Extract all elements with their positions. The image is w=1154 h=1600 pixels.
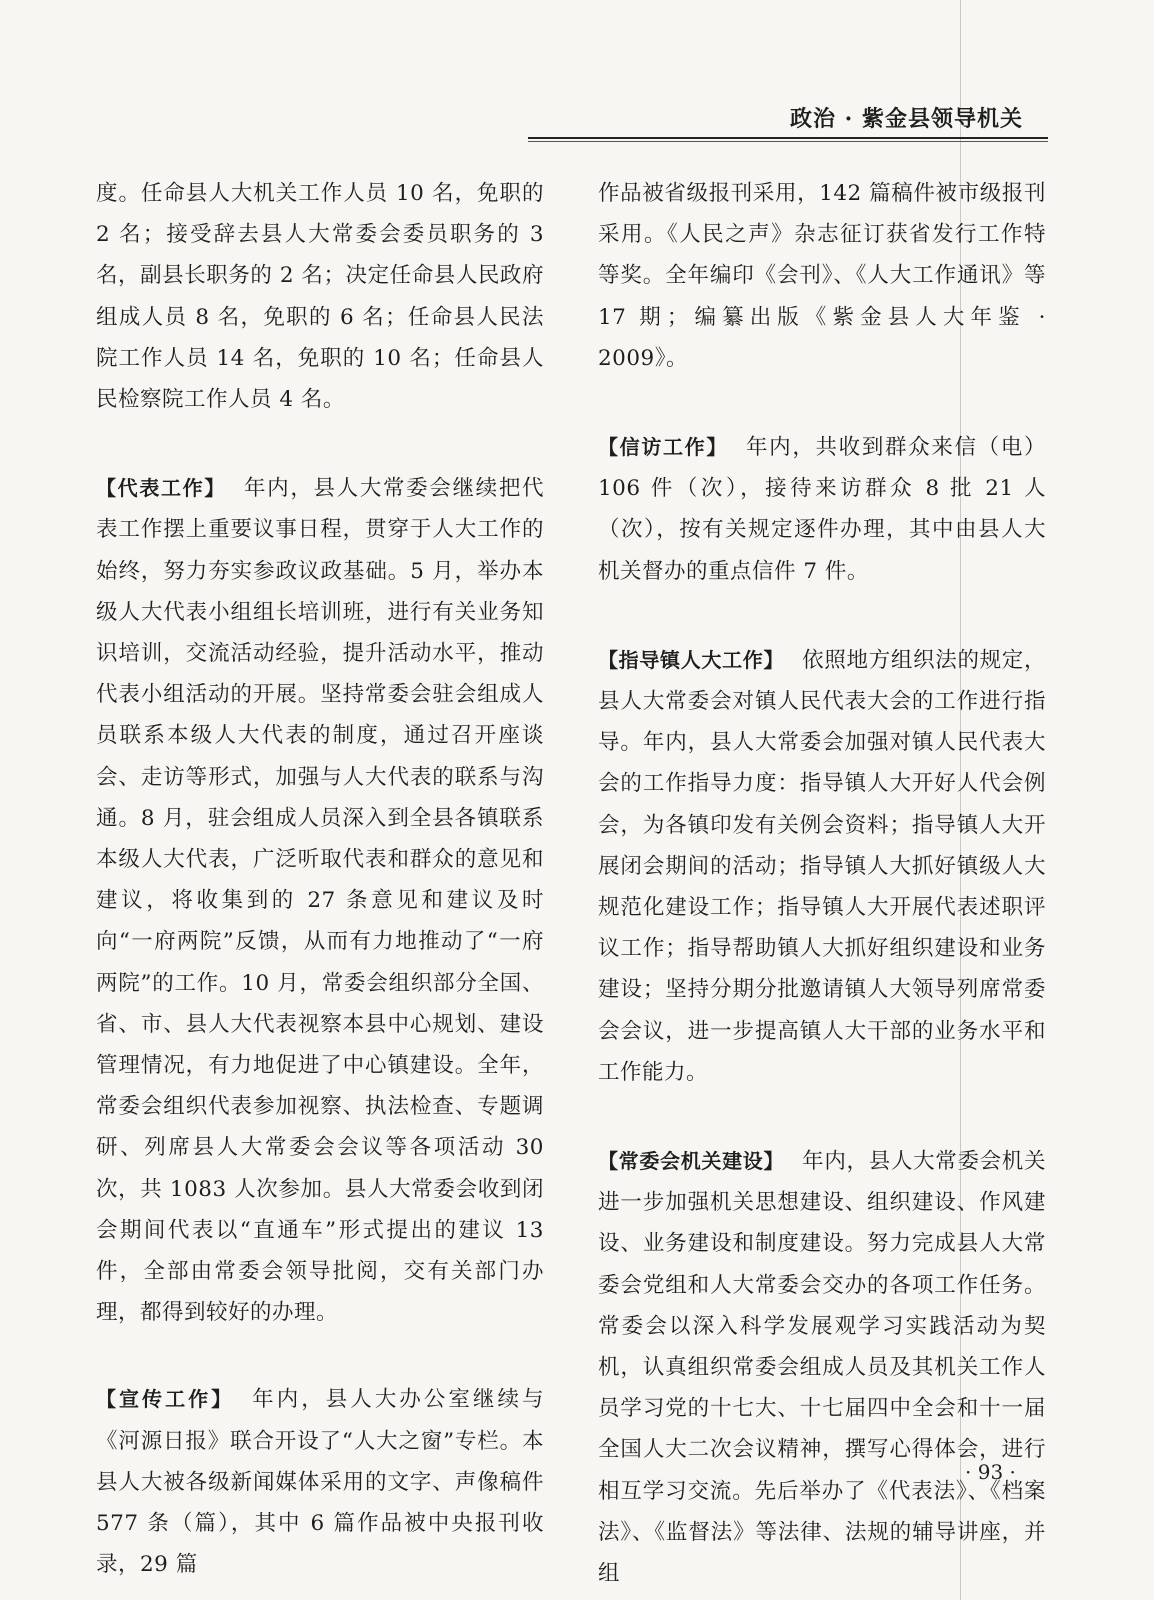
right-column bbox=[598, 173, 1046, 1594]
section-body: 依照地方组织法的规定，县人大常委会对镇人民代表大会的工作进行指导。年内，县人大常委会加强对镇人民代表大会的工作指导力度：指导镇人大开好人代会例会，为各镇印发有关例会资料；指导镇人大开展闭会期间的活动；指导镇人大抓好镇级人大规范化建设工作；指导镇人大开展代表述职评议工作；指导帮助镇人大抓好组织建设和业务建设；坚持分期分批邀请镇人大领导列席常委会会议，进一步提高镇人大干部的业务水平和工作能力。 bbox=[598, 647, 1046, 1085]
header-rule bbox=[528, 137, 1048, 139]
page-number: · 93 · bbox=[965, 1460, 1016, 1484]
section-publicity-work bbox=[96, 1379, 544, 1585]
continued-paragraph: 度。任命县人大机关工作人员 10 名，免职的 2 名；接受辞去县人大常委会委员职务的 3 名，副县长职务的 2 名；决定任命县人民政府组成人员 8 名，免职的 6 名；任命县人民法院工作人员 14 名，免职的 10 名；任命县人民检察院工作人员 4 名。 bbox=[96, 181, 544, 413]
continued-paragraph: 作品被省级报刊采用，142 篇稿件被市级报刊采用。《人民之声》杂志征订获省发行工作特等奖。全年编印《会刊》、《人大工作通讯》等 17 期；编纂出版《紫金县人大年鉴 · 2009》。 bbox=[598, 181, 1046, 371]
left-column bbox=[96, 173, 544, 1586]
section-body: 年内，县人大常委会继续把代表工作摆上重要议事日程，贯穿于人大工作的始终，努力夯实参政议政基础。5 月，举办本级人大代表小组组长培训班，进行有关业务知识培训，交流活动经验，提升活动水平，推动代表小组活动的开展。坚持常委会驻会组成人员联系本级人大代表的制度，通过召开座谈会、走访等形式，加强与人大代表的联系与沟通。8 月，驻会组成人员深入到全县各镇联系本级人大代表，广泛听取代表和群众的意见和建议，将收集到的 27 条意见和建议及时向“一府两院”反馈，从而有力地推动了“一府两院”的工作。10 月，常委会组织部分全国、省、市、县人大代表视察本县中心规划、建设管理情况，有力地促进了中心镇建设。全年，常委会组织代表参加视察、执法检查、专题调研、列席县人大常委会会议等各项活动 30 次，共 1083 人次参加。县人大常委会收到闭会期间代表以“直通车”形式提出的建议 13 件，全部由常委会领导批阅，交有关部门办理，都得到较好的办理。 bbox=[96, 476, 544, 1326]
section-representative-work bbox=[96, 468, 544, 1333]
section-petition-work bbox=[598, 427, 1046, 592]
running-header: 政治 · 紫金县领导机关 bbox=[790, 106, 1023, 132]
header-rule-thin bbox=[528, 141, 1048, 142]
section-body: 年内，县人大常委会机关进一步加强机关思想建设、组织建设、作风建设、业务建设和制度建设。努力完成县人大常委会党组和人大常委会交办的各项工作任务。常委会以深入科学发展观学习实践活动为契机，认真组织常委会组成人员及其机关工作人员学习党的十七大、十七届四中全会和十一届全国人大二次会议精神，撰写心得体会，进行相互学习交流。先后举办了《代表法》、《档案法》、《监督法》等法律、法规的辅导讲座，并组 bbox=[598, 1149, 1046, 1587]
section-body: 年内，共收到群众来信（电）106 件（次），接待来访群众 8 批 21 人（次），按有关规定逐件办理，其中由县人大机关督办的重点信件 7 件。 bbox=[598, 435, 1046, 584]
section-heading: 【指导镇人大工作】 bbox=[598, 647, 785, 672]
section-heading: 【宣传工作】 bbox=[96, 1387, 235, 1412]
section-body: 年内，县人大办公室继续与《河源日报》联合开设了“人大之窗”专栏。本县人大被各级新闻媒体采用的文字、声像稿件 577 条（篇），其中 6 篇作品被中央报刊收录，29 篇 bbox=[96, 1387, 544, 1578]
section-office-construction bbox=[598, 1141, 1046, 1594]
section-heading: 【常委会机关建设】 bbox=[598, 1149, 785, 1174]
section-town-guidance bbox=[598, 640, 1046, 1093]
section-heading: 【代表工作】 bbox=[96, 476, 226, 501]
section-heading: 【信访工作】 bbox=[598, 435, 728, 460]
